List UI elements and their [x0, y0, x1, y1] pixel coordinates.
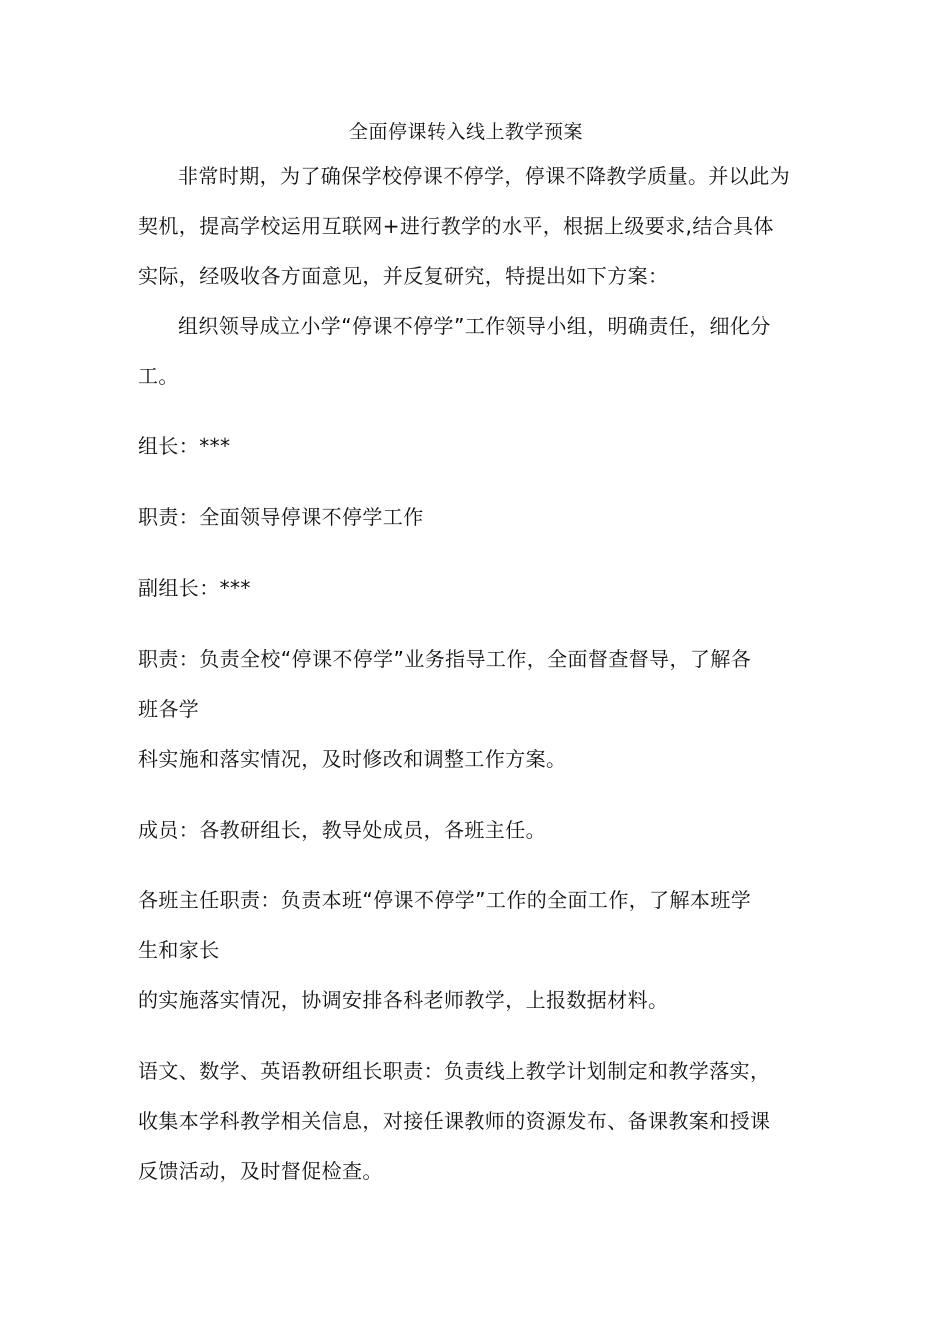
class-teacher-duty-line: 的实施落实情况，协调安排各科老师教学，上报数据材料。 — [138, 988, 669, 1012]
subject-leader-duty-line: 收集本学科教学相关信息，对接任课教师的资源发布、备课教案和授课 — [138, 1109, 771, 1133]
subject-leader-duty-line: 语文、数学、英语教研组长职责：负责线上教学计划制定和教学落实， — [138, 1059, 771, 1083]
subject-leader-duty-line: 反馈活动，及时督促检查。 — [138, 1159, 383, 1183]
deputy-duty-line: 班各学 — [138, 697, 200, 721]
group-leader-duty-line: 职责：全面领导停课不停学工作 — [138, 505, 424, 529]
organize-paragraph-line: 组织领导成立小学“停课不停学”工作领导小组，明确责任，细化分 — [178, 314, 771, 338]
group-leader-line: 组长：*** — [138, 434, 231, 458]
document-title: 全面停课转入线上教学预案 — [349, 121, 584, 143]
members-line: 成员：各教研组长，教导处成员，各班主任。 — [138, 818, 546, 842]
class-teacher-duty-line: 各班主任职责：负责本班“停课不停学”工作的全面工作，了解本班学 — [138, 888, 752, 912]
organize-paragraph-line: 工。 — [138, 364, 179, 388]
deputy-leader-line: 副组长：*** — [138, 576, 251, 600]
deputy-duty-line: 职责：负责全校“停课不停学”业务指导工作，全面督查督导，了解各 — [138, 647, 752, 671]
intro-paragraph-line: 契机，提高学校运用互联网+进行教学的水平，根据上级要求,结合具体 — [138, 214, 774, 238]
intro-paragraph-line: 非常时期，为了确保学校停课不停学，停课不降教学质量。并以此为 — [178, 164, 790, 188]
deputy-duty-line: 科实施和落实情况，及时修改和调整工作方案。 — [138, 747, 567, 771]
intro-paragraph-line: 实际，经吸收各方面意见，并反复研究，特提出如下方案： — [138, 264, 669, 288]
class-teacher-duty-line: 生和家长 — [138, 938, 220, 962]
